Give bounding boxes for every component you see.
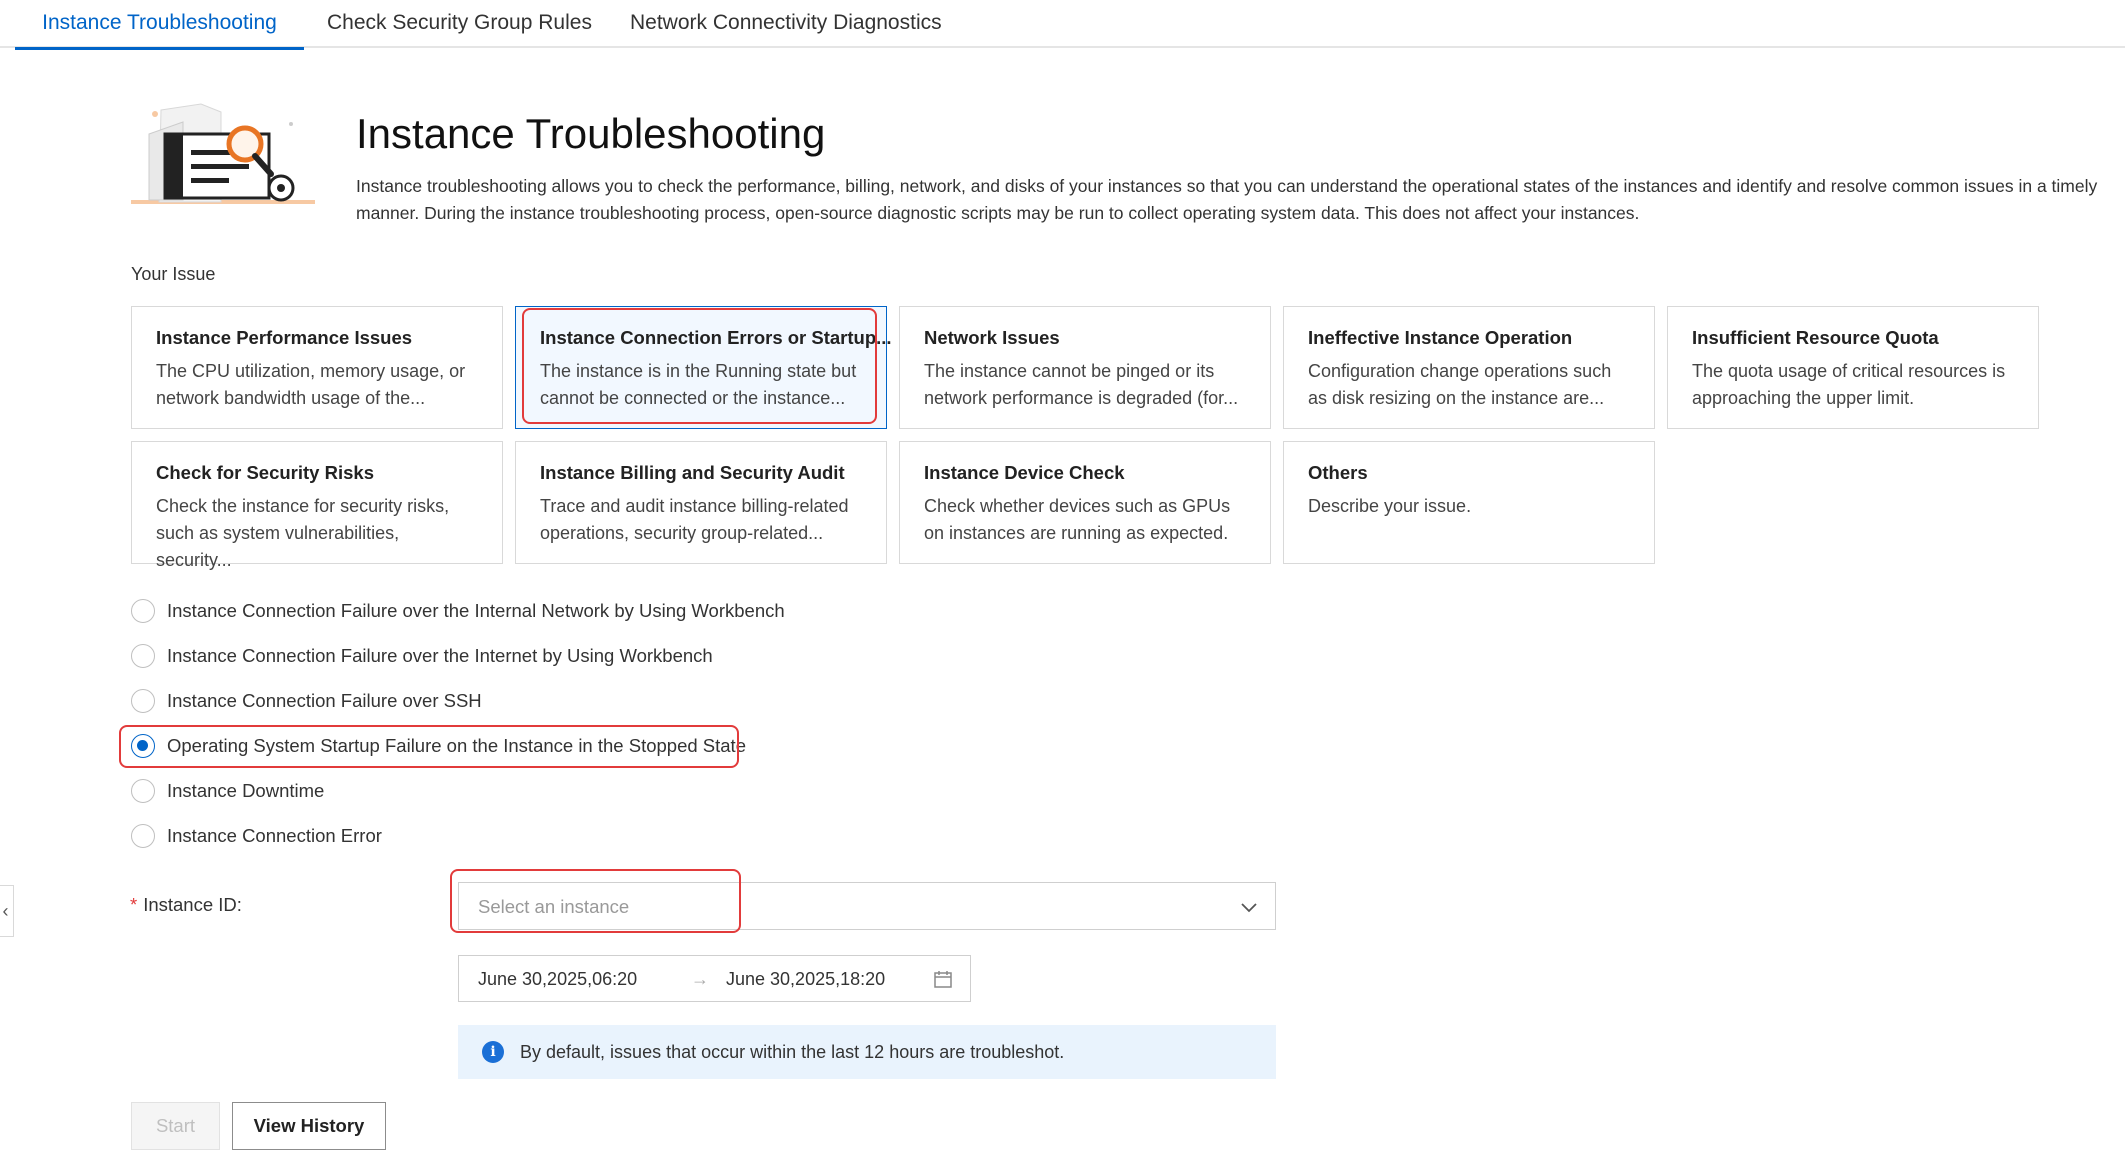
- issue-card-desc: The CPU utilization, memory usage, or network bandwidth usage of the...: [156, 361, 466, 408]
- radio-button-checked[interactable]: [131, 734, 155, 758]
- issue-card-resource-quota[interactable]: [1667, 306, 2039, 429]
- radio-button[interactable]: [131, 779, 155, 803]
- issue-card-title: Instance Device Check: [924, 462, 1125, 483]
- issue-card-network[interactable]: [899, 306, 1271, 429]
- calendar-icon[interactable]: [933, 969, 953, 989]
- issue-card-title: Instance Performance Issues: [156, 327, 413, 348]
- radio-option[interactable]: [131, 821, 382, 851]
- radio-label: Instance Connection Failure over the Internal Network by Using Workbench: [167, 600, 785, 621]
- instance-id-label-text: Instance ID: [143, 894, 237, 915]
- issue-card-desc: Describe your issue.: [1308, 496, 1472, 516]
- required-marker: *: [130, 894, 138, 915]
- issue-card-desc: The instance is in the Running state but cannot be connected or the instance...: [540, 361, 857, 408]
- radio-button[interactable]: [131, 689, 155, 713]
- page-description: Instance troubleshooting allows you to check the performance, billing, network, and disks of your instances so that you can understand the operational states of the instances and identify and resolve common issues in a timely manner. During the instance troubleshooting process, open-source diagnostic scripts may be run to collect operating system data. This does not affect your instances.: [356, 176, 2098, 223]
- radio-option[interactable]: [131, 641, 713, 671]
- tab-check-security-group-rules[interactable]: Check Security Group Rules: [327, 11, 592, 34]
- view-history-button[interactable]: View History: [232, 1102, 386, 1150]
- issue-card-others[interactable]: [1283, 441, 1655, 564]
- issue-card-desc: Check whether devices such as GPUs on instances are running as expected.: [924, 496, 1231, 543]
- radio-label: Instance Connection Error: [167, 825, 382, 846]
- tab-network-connectivity-diagnostics[interactable]: Network Connectivity Diagnostics: [630, 11, 942, 34]
- page-title: Instance Troubleshooting: [356, 110, 826, 157]
- issue-card-ineffective-operation[interactable]: [1283, 306, 1655, 429]
- radio-option[interactable]: [131, 686, 482, 716]
- info-notice: [458, 1025, 1276, 1079]
- range-start-input[interactable]: June 30,2025,06:20: [478, 969, 638, 989]
- troubleshooting-illustration-icon: [131, 104, 315, 216]
- instance-select-placeholder: Select an instance: [478, 896, 630, 917]
- radio-button[interactable]: [131, 824, 155, 848]
- issue-card-title: Check for Security Risks: [156, 462, 374, 483]
- time-range-picker[interactable]: [458, 955, 971, 1002]
- info-icon: i: [482, 1041, 504, 1063]
- issue-card-desc: Trace and audit instance billing-related operations, security group-related...: [540, 496, 849, 543]
- issue-card-title: Network Issues: [924, 327, 1060, 348]
- instance-select[interactable]: [458, 882, 1276, 930]
- issue-card-title: Insufficient Resource Quota: [1692, 327, 1939, 348]
- range-separator-icon: →: [691, 969, 709, 989]
- issue-card-desc: The quota usage of critical resources is approaching the upper limit.: [1692, 361, 2006, 408]
- your-issue-heading: Your Issue: [131, 264, 216, 284]
- radio-label: Instance Connection Failure over the Internet by Using Workbench: [167, 645, 713, 666]
- radio-option[interactable]: [131, 776, 324, 806]
- issue-card-security-risks[interactable]: [131, 441, 503, 570]
- issue-card-connection-errors[interactable]: [515, 306, 892, 429]
- issue-card-billing-audit[interactable]: [515, 441, 887, 564]
- radio-label: Instance Connection Failure over SSH: [167, 690, 482, 711]
- collapse-handle[interactable]: [0, 885, 14, 937]
- issue-card-desc: The instance cannot be pinged or its network performance is degraded (for...: [924, 361, 1239, 408]
- radio-label: Operating System Startup Failure on the Instance in the Stopped State: [167, 735, 746, 756]
- tab-bar: [0, 0, 2125, 48]
- range-end-input[interactable]: June 30,2025,18:20: [726, 969, 886, 989]
- radio-option[interactable]: [131, 596, 785, 626]
- issue-card-title: Ineffective Instance Operation: [1308, 327, 1573, 348]
- issue-card-title: Instance Billing and Security Audit: [540, 462, 845, 483]
- issue-card-desc: Check the instance for security risks, such as system vulnerabilities, security...: [156, 496, 450, 570]
- tab-instance-troubleshooting[interactable]: Instance Troubleshooting: [15, 0, 304, 48]
- issue-card-desc: Configuration change operations such as disk resizing on the instance are...: [1308, 361, 1612, 408]
- start-button[interactable]: Start: [131, 1102, 220, 1150]
- issue-card-title: Instance Connection Errors or Startup...: [540, 327, 892, 348]
- radio-label: Instance Downtime: [167, 780, 325, 801]
- instance-id-label: [130, 894, 242, 916]
- label-colon: :: [236, 894, 242, 915]
- issue-card-performance[interactable]: [131, 306, 503, 429]
- radio-button[interactable]: [131, 644, 155, 668]
- issue-card-title: Others: [1308, 462, 1368, 483]
- radio-button[interactable]: [131, 599, 155, 623]
- radio-option-selected[interactable]: [131, 731, 746, 761]
- chevron-down-icon: [1239, 897, 1259, 917]
- issue-card-device-check[interactable]: [899, 441, 1271, 564]
- chevron-left-icon: ‹: [2, 900, 9, 921]
- info-text: By default, issues that occur within the last 12 hours are troubleshot.: [520, 1042, 1065, 1062]
